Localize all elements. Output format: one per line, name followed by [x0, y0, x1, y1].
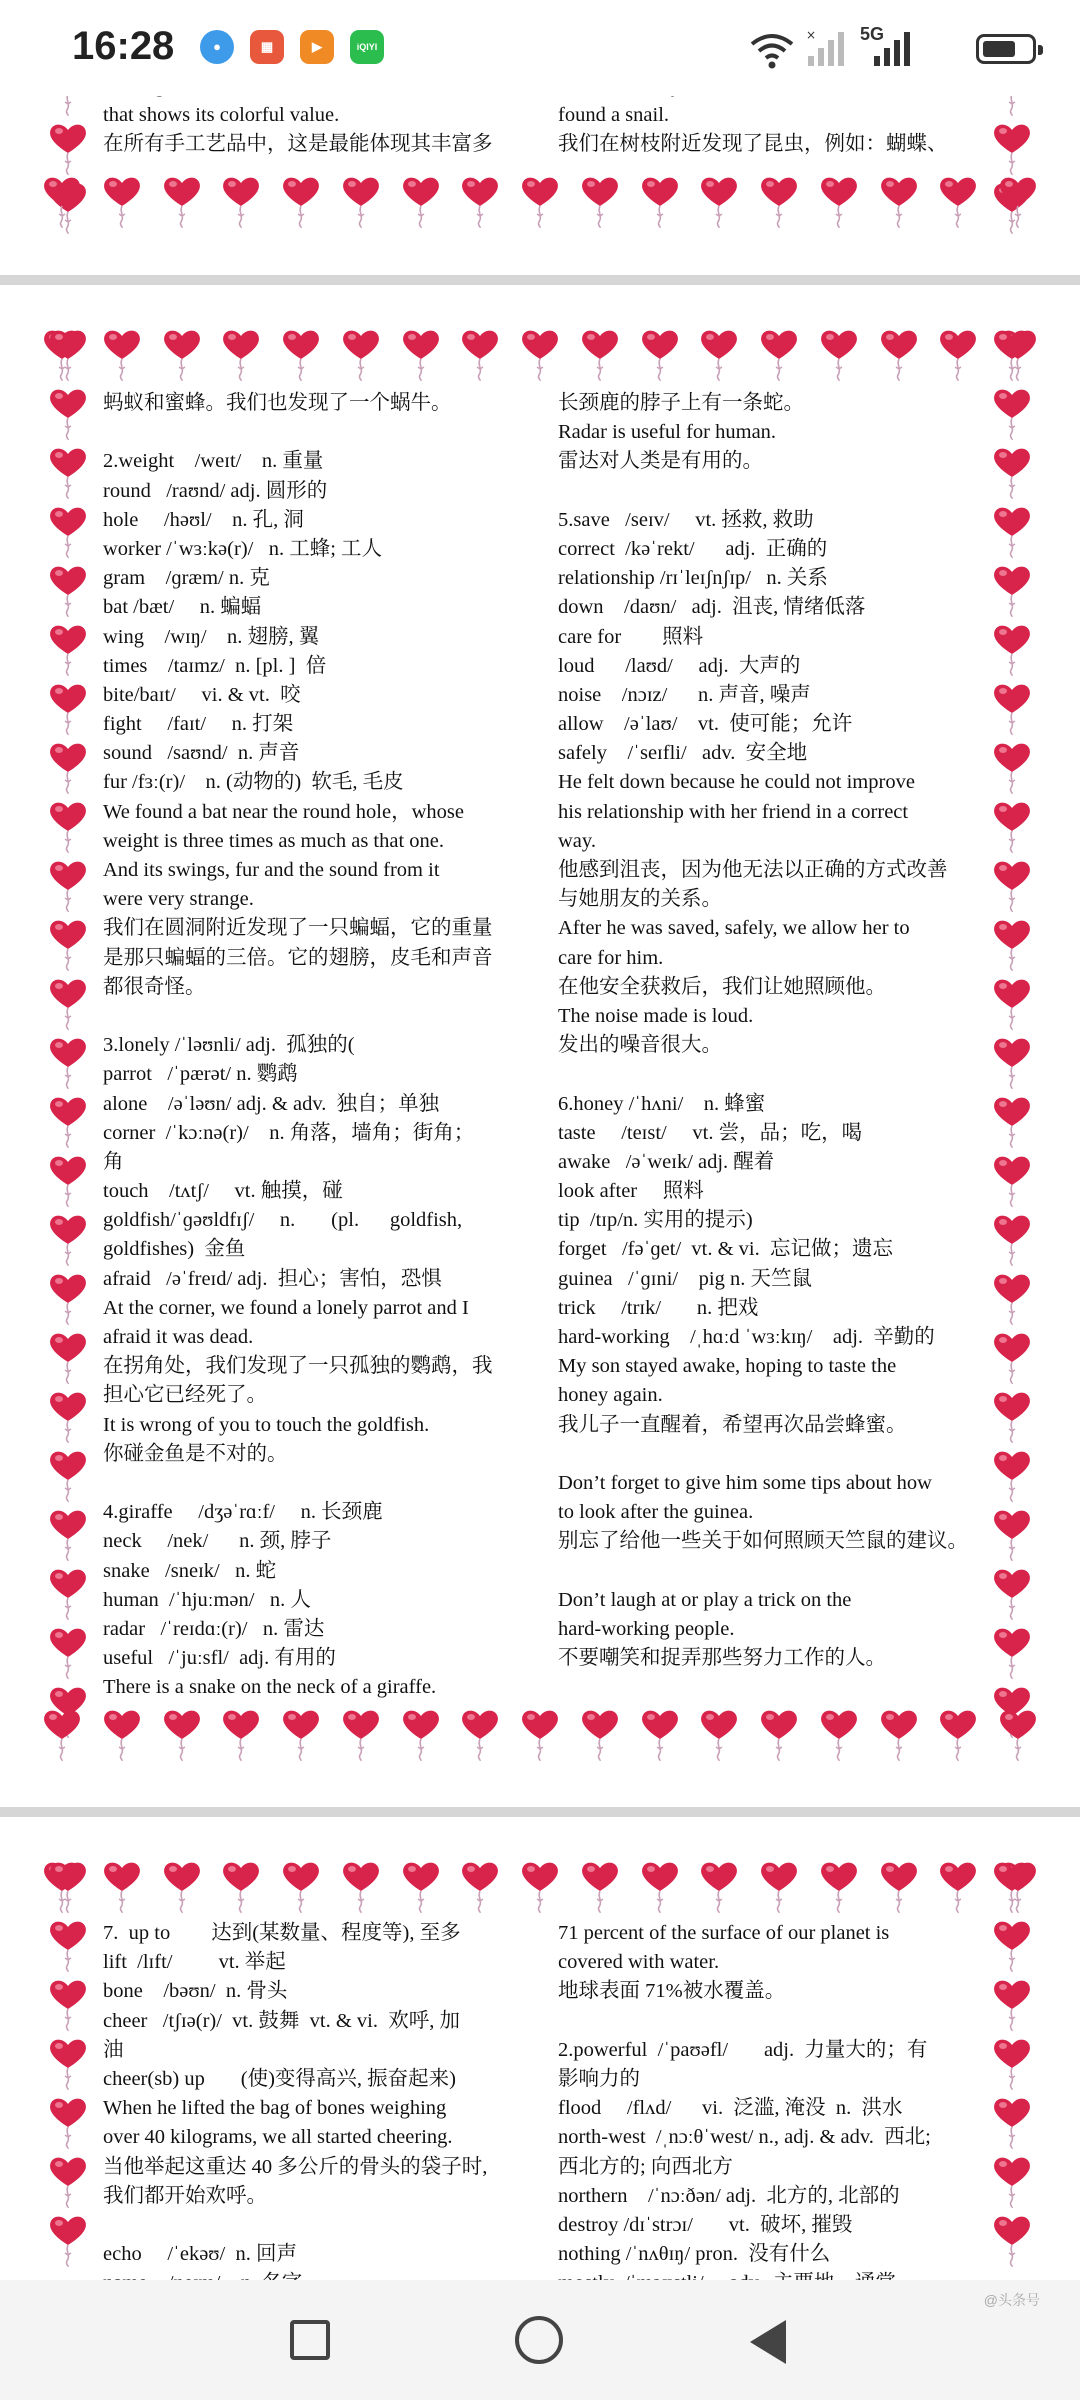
heart-balloon-icon [990, 1092, 1034, 1148]
text-line: found a snail. [558, 104, 670, 127]
heart-balloon-icon [46, 443, 90, 499]
heart-balloon-icon [46, 738, 90, 794]
text-line: 西北方的; 向西北方 [558, 2155, 733, 2178]
wifi-icon [748, 30, 796, 70]
text-line [103, 2211, 523, 2240]
heart-balloon-icon [160, 172, 204, 228]
heart-balloon-icon [990, 1210, 1034, 1266]
heart-balloon-icon [46, 2034, 90, 2090]
text-line: relationship /rɪˈleɪʃnʃɪp/ n. 关系 [558, 567, 828, 590]
heart-border-bottom [40, 1705, 1040, 1761]
heart-balloon-icon [518, 325, 562, 381]
text-line: 影响力的 [558, 2067, 640, 2090]
heart-balloon-icon [990, 2034, 1034, 2090]
heart-balloon-icon [578, 1857, 622, 1913]
text-line: wing /wɪŋ/ n. 翅膀, 翼 [103, 625, 320, 648]
heart-border-top [40, 1857, 1040, 1913]
heart-balloon-icon [46, 620, 90, 676]
text-line: afraid /əˈfreɪd/ adj. 担心；害怕，恐惧 [103, 1267, 442, 1290]
heart-balloon-icon [990, 1916, 1034, 1972]
heart-balloon-icon [990, 620, 1034, 676]
text-line: 我们都开始欢呼。 [103, 2184, 267, 2207]
heart-balloon-icon [877, 1857, 921, 1913]
heart-balloon-icon [160, 325, 204, 381]
text-line: fur /fɜː(r)/ n. (动物的) 软毛, 毛皮 [103, 771, 404, 794]
heart-balloon-icon [46, 1505, 90, 1561]
heart-balloon-icon [990, 797, 1034, 853]
heart-balloon-icon [46, 1564, 90, 1620]
heart-balloon-icon [990, 2211, 1034, 2267]
text-line: And its swings, fur and the sound from it [103, 859, 440, 881]
heart-balloon-icon [578, 1705, 622, 1761]
text-line [558, 1440, 978, 1469]
text-line: 我们在树枝附近发现了昆虫，例如：蝴蝶、 [558, 133, 948, 156]
heart-balloon-icon [817, 1857, 861, 1913]
text-line: He felt down because he could not improve [558, 771, 915, 794]
heart-balloon-icon [697, 325, 741, 381]
text-line: neck /nek/ n. 颈, 脖子 [103, 1530, 332, 1553]
compass-icon: ● [200, 30, 234, 64]
watermark: @头条号 [983, 2292, 1040, 2308]
text-line: useful /ˈjuːsfl/ adj. 有用的 [103, 1647, 336, 1670]
heart-balloon-icon [46, 1387, 90, 1443]
heart-balloon-icon [518, 172, 562, 228]
heart-balloon-icon [990, 1623, 1034, 1679]
text-line: flood /flʌd/ vi. 泛滥, 淹没 n. 洪水 [558, 2097, 903, 2120]
network-type-label: 5G [860, 24, 885, 44]
text-line: loud /laʊd/ adj. 大声的 [558, 654, 801, 677]
heart-balloon-icon [990, 2152, 1034, 2208]
text-line [558, 1557, 978, 1586]
heart-balloon-icon [936, 172, 980, 228]
text-line: corner /ˈkɔːnə(r)/ n. 角落，墙角；街角； [103, 1121, 475, 1144]
heart-balloon-icon [518, 1857, 562, 1913]
back-triangle-icon[interactable] [750, 2320, 786, 2364]
heart-balloon-icon [46, 1092, 90, 1148]
heart-balloon-icon [46, 502, 90, 558]
text-line: 我们在圆洞附近发现了一只蝙蝠，它的重量 [103, 917, 493, 940]
heart-balloon-icon [46, 1623, 90, 1679]
heart-balloon-icon [817, 172, 861, 228]
heart-balloon-icon [757, 1705, 801, 1761]
text-line: 长颈鹿的脖子上有一条蛇。 [558, 392, 804, 414]
heart-balloon-icon [339, 1705, 383, 1761]
text-line: human /ˈhjuːmən/ n. 人 [103, 1588, 311, 1611]
text-line: 3.lonely /ˈləʊnli/ adj. 孤独的( [103, 1034, 355, 1057]
heart-balloon-icon [46, 119, 90, 175]
text-line: 地球表面 71%被水覆盖。 [558, 1980, 786, 2003]
text-line [558, 1060, 978, 1089]
text-line: cheer(sb) up (使)变得高兴, 振奋起来) [103, 2067, 456, 2090]
heart-balloon-icon [339, 172, 383, 228]
heart-balloon-icon [697, 1705, 741, 1761]
card3-left-column [103, 1919, 523, 2287]
text-line: care for him. [558, 946, 664, 969]
battery-icon [976, 34, 1036, 64]
text-line [103, 1002, 523, 1031]
text-line: tip /tɪp/n. 实用的提示) [558, 1209, 753, 1232]
heart-balloon-icon [100, 1705, 144, 1761]
text-line: northern /ˈnɔːðən/ adj. 北方的, 北部的 [558, 2184, 900, 2207]
heart-balloon-icon [877, 1705, 921, 1761]
heart-balloon-icon [757, 172, 801, 228]
heart-balloon-icon [46, 1033, 90, 1089]
signal-icon-sim1 [806, 28, 848, 68]
card3-right-column [558, 1919, 978, 2287]
heart-balloon-icon [279, 325, 323, 381]
text-line [558, 477, 978, 506]
heart-balloon-icon [100, 1857, 144, 1913]
text-line: 我儿子一直醒着，希望再次品尝蜂蜜。 [558, 1413, 907, 1436]
text-line: snake /sneɪk/ n. 蛇 [103, 1559, 277, 1582]
heart-balloon-icon [990, 856, 1034, 912]
text-line: 在拐角处，我们发现了一只孤独的鹦鹉，我 [103, 1355, 493, 1378]
heart-balloon-icon [990, 119, 1034, 175]
text-line: were very strange. [103, 888, 254, 911]
heart-balloon-icon [990, 384, 1034, 440]
text-line: round /raʊnd/ adj. 圆形的 [103, 479, 328, 502]
text-line: 与她朋友的关系。 [558, 888, 722, 911]
heart-balloon-icon [100, 325, 144, 381]
text-line: covered with water. [558, 1951, 720, 1974]
text-line: that shows its colorful value. [103, 104, 340, 127]
text-line: hole /həʊl/ n. 孔, 洞 [103, 508, 304, 531]
text-line: 2.powerful /ˈpaʊəfl/ adj. 力量大的；有 [558, 2038, 928, 2061]
text-line: way. [558, 829, 596, 852]
text-line: echo /ˈekəʊ/ n. 回声 [103, 2243, 297, 2266]
text-line: parrot /ˈpærət/ n. 鹦鹉 [103, 1063, 298, 1086]
text-line: 蚂蚁和蜜蜂。我们也发现了一个蜗牛。 [103, 392, 452, 414]
heart-balloon-icon [46, 2093, 90, 2149]
heart-balloon-icon [990, 679, 1034, 735]
text-line: care for 照料 [558, 625, 704, 648]
heart-balloon-icon [219, 325, 263, 381]
text-line: 发出的噪音很大。 [558, 1034, 722, 1057]
heart-balloon-icon [996, 172, 1040, 228]
heart-balloon-icon [990, 1033, 1034, 1089]
text-line: 他感到沮丧，因为他无法以正确的方式改善 [558, 859, 948, 881]
heart-balloon-icon [279, 172, 323, 228]
heart-balloon-icon [638, 172, 682, 228]
text-line: At the corner, we found a lonely parrot and I [103, 1296, 469, 1319]
heart-balloon-icon [46, 1446, 90, 1502]
heart-balloon-icon [46, 1151, 90, 1207]
battery-level [983, 41, 1015, 57]
heart-balloon-icon [996, 1705, 1040, 1761]
heart-balloon-icon [279, 1857, 323, 1913]
page-card-2 [0, 285, 1080, 1807]
heart-balloon-icon [990, 2093, 1034, 2149]
text-line: It is wrong of you to touch the goldfish. [103, 1413, 430, 1436]
heart-balloon-icon [638, 325, 682, 381]
text-line: guinea /ˈɡɪni/ pig n. 天竺鼠 [558, 1267, 812, 1290]
iqiyi-icon: iQIYI [350, 30, 384, 64]
heart-balloon-icon [936, 1705, 980, 1761]
heart-balloon-icon [339, 1857, 383, 1913]
heart-balloon-icon [46, 679, 90, 735]
status-bar [0, 0, 1080, 96]
text-line: 角 [103, 1150, 124, 1173]
text-line: afraid it was dead. [103, 1326, 254, 1348]
heart-balloon-icon [817, 325, 861, 381]
heart-balloon-icon [990, 443, 1034, 499]
text-line: 你碰金鱼是不对的。 [103, 1442, 288, 1465]
text-line: 在所有手工艺品中，这是最能体现其丰富多 [103, 133, 493, 156]
page-divider [0, 1807, 1080, 1817]
text-line: 在他安全获救后，我们让她照顾他。 [558, 975, 886, 998]
text-line: destroy /dɪˈstrɔɪ/ vt. 破坏, 摧毁 [558, 2213, 853, 2236]
heart-balloon-icon [990, 1387, 1034, 1443]
text-line: 不要嘲笑和捉弄那些努力工作的人。 [558, 1647, 886, 1670]
heart-balloon-icon [638, 1705, 682, 1761]
navigation-bar [0, 2280, 1080, 2400]
heart-balloon-icon [990, 502, 1034, 558]
text-line: hard-working /ˌhɑːd ˈwɜːkɪŋ/ adj. 辛勤的 [558, 1326, 935, 1348]
heart-balloon-icon [399, 325, 443, 381]
text-line: cheer /tʃɪə(r)/ vt. 鼓舞 vt. & vi. 欢呼, 加 [103, 2009, 460, 2032]
text-line: 担心它已经死了。 [103, 1384, 267, 1407]
text-line: allow /əˈlaʊ/ vt. 使可能；允许 [558, 713, 853, 736]
text-line [558, 2007, 978, 2036]
heart-balloon-icon [46, 2211, 90, 2267]
heart-balloon-icon [458, 325, 502, 381]
text-line: worker /ˈwɜːkə(r)/ n. 工蜂; 工人 [103, 537, 383, 560]
text-line: When he lifted the bag of bones weighing [103, 2097, 447, 2120]
svg-text:×: × [806, 28, 817, 42]
heart-balloon-icon [757, 325, 801, 381]
heart-balloon-icon [40, 1705, 84, 1761]
heart-balloon-icon [990, 1151, 1034, 1207]
heart-balloon-icon [219, 1705, 263, 1761]
heart-border-right [984, 325, 1040, 1745]
heart-balloon-icon [46, 1857, 90, 1913]
heart-balloon-icon [46, 1210, 90, 1266]
text-line: touch /tʌtʃ/ vt. 触摸，碰 [103, 1180, 343, 1203]
heart-balloon-icon [877, 325, 921, 381]
heart-balloon-icon [757, 1857, 801, 1913]
heart-balloon-icon [458, 1705, 502, 1761]
heart-balloon-icon [458, 172, 502, 228]
heart-balloon-icon [578, 172, 622, 228]
text-line: goldfishes) 金鱼 [103, 1238, 246, 1261]
card2-left-column [103, 389, 523, 1702]
text-line: to look after the guinea. [558, 1501, 754, 1524]
heart-balloon-icon [40, 172, 84, 228]
heart-balloon-icon [518, 1705, 562, 1761]
heart-balloon-icon [46, 1916, 90, 1972]
heart-balloon-icon [697, 1857, 741, 1913]
heart-balloon-icon [46, 856, 90, 912]
heart-balloon-icon [936, 325, 980, 381]
text-line: The noise made is loud. [558, 1004, 754, 1027]
heart-balloon-icon [219, 1857, 263, 1913]
text-line: down /daʊn/ adj. 沮丧, 情绪低落 [558, 596, 866, 619]
heart-balloon-icon [46, 797, 90, 853]
text-line: over 40 kilograms, we all started cheering. [103, 2126, 453, 2149]
text-line: his relationship with her friend in a correct [558, 800, 909, 823]
heart-balloon-icon [399, 172, 443, 228]
text-line: 都很奇怪。 [103, 975, 206, 998]
text-line: sound /saʊnd/ n. 声音 [103, 742, 300, 765]
text-line: 6.honey /ˈhʌni/ n. 蜂蜜 [558, 1092, 766, 1115]
heart-balloon-icon [877, 172, 921, 228]
heart-balloon-icon [578, 325, 622, 381]
text-line: My son stayed awake, hoping to taste the [558, 1355, 897, 1378]
text-line: 是那只蝙蝠的三倍。它的翅膀，皮毛和声音 [103, 946, 493, 969]
text-line: trick /trɪk/ n. 把戏 [558, 1296, 759, 1319]
heart-balloon-icon [399, 1705, 443, 1761]
signal-icon-sim2 [872, 28, 914, 68]
text-line: 当他举起这重达 40 多公斤的骨头的袋子时, [103, 2155, 488, 2178]
heart-balloon-icon [46, 1328, 90, 1384]
text-line: There is a snake on the neck of a giraffe. [103, 1676, 437, 1699]
heart-balloon-icon [990, 1446, 1034, 1502]
text-line: After he was saved, safely, we allow her to [558, 917, 910, 940]
heart-border-right [984, 1857, 1040, 2287]
heart-balloon-icon [399, 1857, 443, 1913]
heart-balloon-icon [990, 915, 1034, 971]
heart-balloon-icon [46, 1269, 90, 1325]
heart-balloon-icon [46, 384, 90, 440]
video-app-icon: ▦ [250, 30, 284, 64]
text-line: radar /ˈreɪdɑː(r)/ n. 雷达 [103, 1617, 325, 1640]
heart-balloon-icon [990, 1269, 1034, 1325]
heart-balloon-icon [990, 561, 1034, 617]
text-line: bone /bəʊn/ n. 骨头 [103, 1980, 288, 2003]
text-line: gram /ɡræm/ n. 克 [103, 567, 270, 590]
heart-balloon-icon [817, 1705, 861, 1761]
heart-balloon-icon [936, 1857, 980, 1913]
heart-balloon-icon [46, 1975, 90, 2031]
heart-balloon-icon [100, 172, 144, 228]
text-line: 7. up to 达到(某数量、程度等), 至多 [103, 1922, 461, 1944]
text-line: weight is three times as much as that one. [103, 829, 445, 852]
text-line: honey again. [558, 1384, 663, 1407]
text-line: We found a bat near the round hole，whose [103, 800, 464, 823]
heart-balloon-icon [458, 1857, 502, 1913]
text-line: look after 照料 [558, 1180, 704, 1203]
heart-balloon-icon [697, 172, 741, 228]
heart-balloon-icon [990, 1564, 1034, 1620]
text-line [103, 1469, 523, 1498]
heart-balloon-icon [46, 325, 90, 381]
text-line: hard-working people. [558, 1617, 735, 1640]
text-line: fight /faɪt/ n. 打架 [103, 713, 294, 736]
text-line: nothing /ˈnʌθɪŋ/ pron. 没有什么 [558, 2243, 831, 2266]
heart-balloon-icon [990, 738, 1034, 794]
text-line: noise /nɔɪz/ n. 声音, 噪声 [558, 683, 811, 706]
heart-balloon-icon [160, 1857, 204, 1913]
text-line: north-west /ˌnɔːθˈwest/ n., adj. & adv. 西北; [558, 2126, 931, 2149]
text-line: bat /bæt/ n. 蝙蝠 [103, 596, 262, 619]
text-line: 2.weight /weɪt/ n. 重量 [103, 450, 324, 473]
heart-balloon-icon [990, 1857, 1034, 1913]
heart-balloon-icon [46, 974, 90, 1030]
heart-border-left [40, 1857, 96, 2287]
text-line: Don’t forget to give him some tips about how [558, 1471, 932, 1494]
text-line: 71 percent of the surface of our planet is [558, 1922, 890, 1944]
text-line: 雷达对人类是有用的。 [558, 450, 763, 473]
heart-border-top [40, 325, 1040, 381]
play-icon: ▶ [300, 30, 334, 64]
text-line: 5.save /seɪv/ vt. 拯救, 救助 [558, 508, 814, 531]
text-line: 4.giraffe /dʒəˈrɑːf/ n. 长颈鹿 [103, 1501, 383, 1524]
heart-balloon-icon [279, 1705, 323, 1761]
heart-border-bottom [40, 172, 1040, 228]
text-line: Don’t laugh at or play a trick on the [558, 1588, 852, 1611]
text-line: awake /əˈweɪk/ adj. 醒着 [558, 1150, 775, 1173]
heart-balloon-icon [160, 1705, 204, 1761]
square-nav-icon[interactable] [290, 2320, 330, 2360]
heart-balloon-icon [339, 325, 383, 381]
text-line: lift /lɪft/ vt. 举起 [103, 1951, 286, 1974]
heart-balloon-icon [46, 561, 90, 617]
heart-border-left [40, 325, 96, 1745]
text-line [103, 418, 523, 447]
text-line: forget /fəˈɡet/ vt. & vi. 忘记做；遗忘 [558, 1238, 893, 1261]
text-line: times /taɪmz/ n. [pl. ] 倍 [103, 654, 327, 677]
heart-balloon-icon [990, 1505, 1034, 1561]
text-line: safely /ˈseɪfli/ adv. 安全地 [558, 742, 808, 765]
text-line: 别忘了给他一些关于如何照顾天竺鼠的建议。 [558, 1530, 968, 1553]
heart-balloon-icon [219, 172, 263, 228]
heart-balloon-icon [990, 325, 1034, 381]
text-line: taste /teɪst/ vt. 尝，品；吃，喝 [558, 1121, 863, 1144]
home-circle-icon[interactable] [515, 2316, 563, 2364]
heart-balloon-icon [990, 974, 1034, 1030]
page-card-3 [0, 1817, 1080, 2287]
text-line: correct /kəˈrekt/ adj. 正确的 [558, 537, 828, 560]
heart-balloon-icon [990, 1975, 1034, 2031]
card2-right-column [558, 389, 978, 1673]
heart-balloon-icon [46, 915, 90, 971]
status-time: 16:28 [72, 24, 175, 68]
heart-balloon-icon [46, 2152, 90, 2208]
heart-balloon-icon [638, 1857, 682, 1913]
heart-balloon-icon [990, 1328, 1034, 1384]
text-line: goldfish/ˈɡəʊldfɪʃ/ n. (pl. goldfish, [103, 1209, 463, 1232]
text-line: 油 [103, 2038, 124, 2061]
text-line: alone /əˈləʊn/ adj. & adv. 独自；单独 [103, 1092, 440, 1115]
text-line: Radar is useful for human. [558, 421, 777, 444]
text-line: bite/baɪt/ vi. & vt. 咬 [103, 683, 301, 706]
page-divider [0, 275, 1080, 285]
